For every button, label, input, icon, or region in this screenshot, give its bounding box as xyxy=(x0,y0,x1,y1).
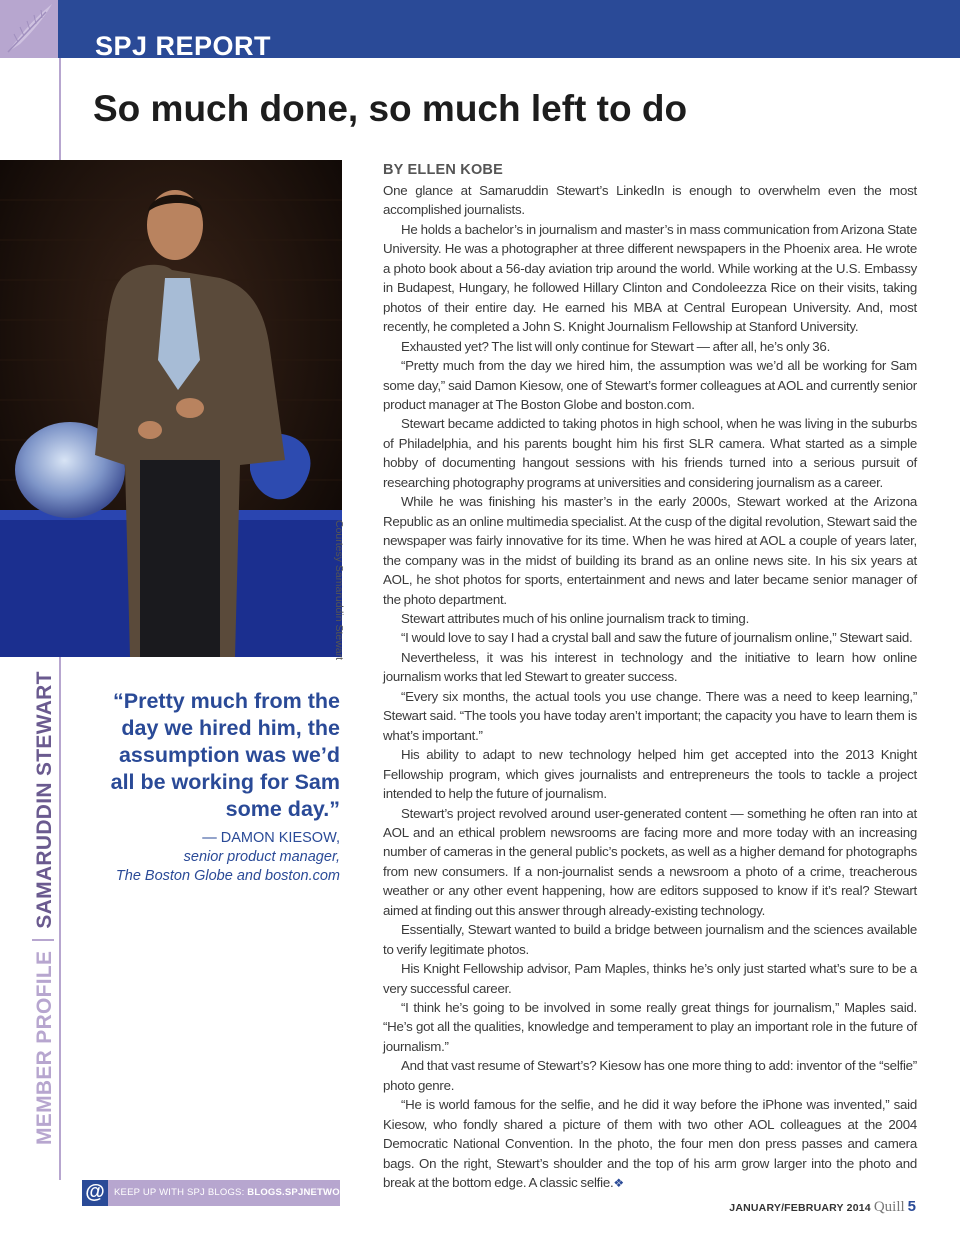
article xyxy=(383,158,917,1194)
article-body xyxy=(383,181,917,1194)
end-mark-icon: ❖ xyxy=(613,1176,624,1191)
article-paragraph: His ability to adapt to new technology helped him get accepted into the 2013 Knight Fellowship program, which gives journalists and entrepreneurs the tools to tackle a project intended to help the future of journalism. xyxy=(383,747,917,802)
blog-promo xyxy=(114,1187,379,1198)
article-paragraph: “Every six months, the actual tools you use change. There was a need to keep learning,” Stewart said. “The tools you have today aren’t important; the capacity you have to learn them is what’s important.” xyxy=(383,688,917,743)
profile-photo xyxy=(0,160,342,657)
attribution-name: — DAMON KIESOW, xyxy=(202,830,340,846)
article-paragraph: While he was finishing his master’s in the early 2000s, Stewart worked at the Arizona Republic as an online multimedia specialist. At the cusp of the digital revolution, Stewart said the newspaper was fairly innovative for its time. When he was hired at AOL a couple of years later, the company was in the midst of building its brand as an online news site. In his six years at AOL, he shot photos for sports, entertainment and news and later became senior manager of the photo department. xyxy=(383,494,917,607)
page-folio xyxy=(729,1198,916,1216)
article-paragraph: “Pretty much from the day we hired him, the assumption was we’d all be working for Sam some day,” said Damon Kiesow, one of Stewart’s former colleagues at AOL and currently senior product manager at The Boston Globe and boston.com. xyxy=(383,358,917,412)
category-label: MEMBER PROFILE xyxy=(33,950,56,1145)
article-paragraph: “I would love to say I had a crystal ball and saw the future of journalism online,” Stewart said. xyxy=(401,630,913,646)
pull-quote-attribution xyxy=(90,829,340,886)
blog-banner[interactable] xyxy=(82,1180,379,1206)
article-paragraph: He holds a bachelor’s in journalism and master’s in mass communication from Arizona State University. He was a photographer at three different newspapers in the Phoenix area. He wrote a photo book about a 56-day aviation trip around the world. While working at the U.S. Embassy in Budapest, Hungary, he followed Hillary Clinton and Condoleezza Rice on their visits, taking photos of their entire day. He earned his MBA at Central European University. And, most recently, he completed a John S. Knight Journalism Fellowship at Stanford University. xyxy=(383,221,917,335)
article-paragraph: Stewart became addicted to taking photos in high school, when he was living in the suburbs of Philadelphia, and his parents bought him his first SLR camera. What started as a simple hobby of documenting hangout sessions with his friends turned into a serious pursuit of researching photography programs at universities and considering journalism as a career. xyxy=(383,416,917,490)
article-paragraph: Exhausted yet? The list will only continue for Stewart — after all, he’s only 36. xyxy=(401,338,831,354)
feather-logo xyxy=(0,0,58,58)
blog-url-link[interactable]: BLOGS.SPJNETWORK.ORG xyxy=(247,1187,379,1198)
article-paragraph: “I think he’s going to be involved in some really great things for journalism,” Maples said. “He’s got all the qualities, knowledge and temperament to play an important role in the future of journalism.” xyxy=(383,1000,917,1054)
blog-prefix: KEEP UP WITH SPJ BLOGS: xyxy=(114,1187,248,1198)
issue-date: JANUARY/FEBRUARY 2014 xyxy=(729,1202,871,1214)
magazine-name: Quill xyxy=(873,1199,905,1215)
feather-icon xyxy=(0,0,58,58)
article-paragraph: Stewart attributes much of his online journalism track to timing. xyxy=(401,610,750,626)
at-sign-icon: @ xyxy=(82,1180,108,1206)
attribution-org: The Boston Globe and boston.com xyxy=(115,868,340,884)
member-profile-label xyxy=(32,671,57,1145)
article-paragraph: One glance at Samaruddin Stewart’s LinkedIn is enough to overwhelm even the most accomplished journalists. xyxy=(383,183,917,218)
byline: BY ELLEN KOBE xyxy=(383,162,503,178)
pull-quote xyxy=(90,688,340,886)
photo-credit: Courtesy Samaruddin Stewart xyxy=(333,520,345,661)
article-paragraph: And that vast resume of Stewart’s? Kiesow has one more thing to add: inventor of the “selfie” photo genre. xyxy=(383,1058,917,1093)
article-last-paragraph xyxy=(383,1095,917,1193)
subject-name: SAMARUDDIN STEWART xyxy=(33,671,56,929)
article-paragraph: Essentially, Stewart wanted to build a bridge between journalism and the sciences available to verify legitimate photos. xyxy=(383,922,917,957)
article-paragraph: Stewart’s project revolved around user-generated content — something he often ran into at AOL and an ethical problem newsrooms are facing more and more today with an increasing number of cameras in the general public’s pockets, as well as a higher demand for photographs from new consumers. If a non-journalist sends a newsroom a photo of a crime, treacherous weather or any other event happening, how are editors supposed to know if it’s real? Stewart aimed at finding out this answer through already-existing technology. xyxy=(383,805,917,918)
article-paragraph: His Knight Fellowship advisor, Pam Maples, thinks he’s only just started what’s sure to be a very successful career. xyxy=(383,961,917,996)
headline: So much done, so much left to do xyxy=(93,88,688,129)
section-label: SPJ REPORT xyxy=(95,31,272,61)
last-paragraph-text: “He is world famous for the selfie, and he did it way before the iPhone was invented,” said Kiesow, who fondly shared a picture of them with two other AOL colleagues at the 2004 Democratic National Convention. In the photo, the four men don press passes and camera bags. On the right, Stewart’s shoulder and the top of his arm grow larger into the photo and break at the bottom edge. A classic selfie. xyxy=(383,1097,917,1191)
label-separator xyxy=(32,939,54,941)
attribution-role: senior product manager, xyxy=(183,849,340,865)
article-paragraph: Nevertheless, it was his interest in technology and the initiative to learn how online journalism works that led Stewart to greater success. xyxy=(383,649,917,685)
pull-quote-text: “Pretty much from the day we hired him, the assumption was we’d all be working for Sam some day.” xyxy=(110,689,340,821)
page-number: 5 xyxy=(907,1198,916,1215)
